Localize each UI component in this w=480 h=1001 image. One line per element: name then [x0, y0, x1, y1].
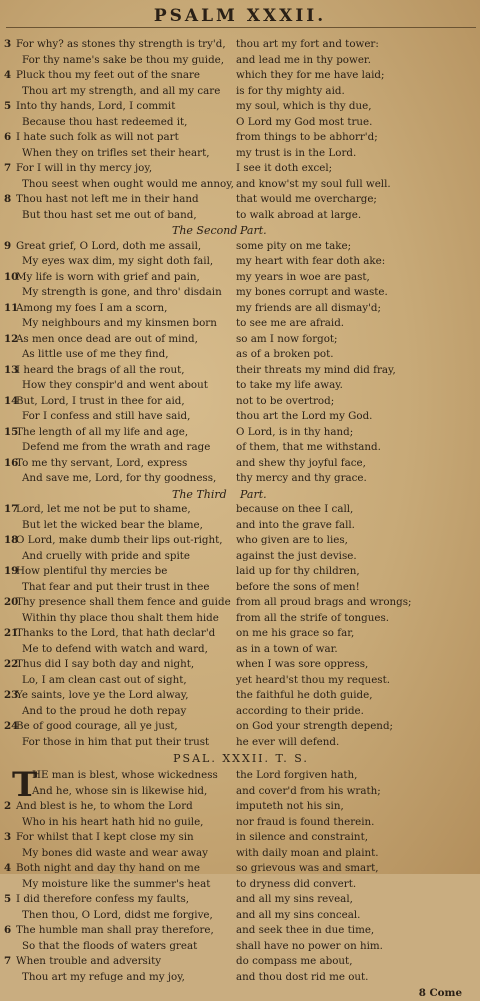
verse-line: [4, 440, 478, 456]
verse-line: [4, 970, 478, 986]
verse-left-text: And save me, Lord, for thy goodness,: [22, 471, 216, 487]
verse-right-text: so am I now forgot;: [236, 332, 338, 348]
verse-left-text: For whilst that I kept close my sin: [16, 830, 194, 846]
verse-right-text: O Lord, is in thy hand;: [236, 425, 353, 441]
verse-line: [4, 192, 478, 208]
verse-line: [4, 939, 478, 955]
verse-line: [4, 688, 478, 704]
verse-line: [4, 502, 478, 518]
verse-left-text: Lord, let me not be put to shame,: [16, 502, 191, 518]
verse-left-text: But thou hast set me out of band,: [22, 208, 197, 224]
verse-number: 2: [4, 799, 18, 815]
verse-right-text: who given are to lies,: [236, 533, 348, 549]
verse-right-text: imputeth not his sin,: [236, 799, 344, 815]
verse-line: [4, 363, 478, 379]
verse-line: [4, 657, 478, 673]
verse-number: 19: [4, 564, 18, 580]
verse-number: 6: [4, 130, 18, 146]
verse-number: 12: [4, 332, 18, 348]
verse-line: [4, 68, 478, 84]
verse-line: [4, 846, 478, 862]
verse-left-text: Then thou, O Lord, didst me forgive,: [22, 908, 213, 924]
verse-right-text: do compass me about,: [236, 954, 352, 970]
verse-right-text: my years in woe are past,: [236, 270, 370, 286]
part-label: The Third: [172, 487, 227, 503]
verse-right-text: to take my life away.: [236, 378, 343, 394]
verse-line: [4, 99, 478, 115]
verse-right-text: according to their pride.: [236, 704, 364, 720]
verse-line: [4, 799, 478, 815]
verse-line: [4, 285, 478, 301]
verse-right-text: is for thy mighty aid.: [236, 84, 345, 100]
verse-right-text: I see it doth excel;: [236, 161, 332, 177]
verse-left-text: Thou hast not left me in their hand: [16, 192, 199, 208]
part-word: Part.: [240, 487, 267, 503]
verse-left-text: Me to defend with watch and ward,: [22, 642, 208, 658]
verse-number: 18: [4, 533, 18, 549]
verse-left-text: Thy presence shall them fence and guide: [16, 595, 231, 611]
verse-left-text: As men once dead are out of mind,: [16, 332, 198, 348]
drop-cap-letter: T: [12, 768, 37, 802]
verse-left-text: My moisture like the summer's heat: [22, 877, 210, 893]
verse-number: 7: [4, 161, 18, 177]
verse-number: 24: [4, 719, 18, 735]
verse-number: 13: [4, 363, 18, 379]
verse-number: 22: [4, 657, 18, 673]
verse-number: 4: [4, 68, 18, 84]
verse-left-text: My bones did waste and wear away: [22, 846, 208, 862]
verse-right-text: their threats my mind did fray,: [236, 363, 396, 379]
verse-left-text: I hate such folk as will not part: [16, 130, 179, 146]
verse-right-text: and shew thy joyful face,: [236, 456, 366, 472]
verse-right-text: on God your strength depend;: [236, 719, 393, 735]
verse-line: [4, 954, 478, 970]
verse-number: 6: [4, 923, 18, 939]
verse-left-text: Thou art my strength, and all my care: [22, 84, 220, 100]
verse-left-text: My life is worn with grief and pain,: [16, 270, 200, 286]
verse-right-text: as in a town of war.: [236, 642, 338, 658]
verse-right-text: with daily moan and plaint.: [236, 846, 379, 862]
verse-left-text: How plentiful thy mercies be: [16, 564, 167, 580]
verse-right-text: and lead me in thy power.: [236, 53, 371, 69]
verse-number: 11: [4, 301, 18, 317]
verse-line: [4, 254, 478, 270]
verse-left-text: But, Lord, I trust in thee for aid,: [16, 394, 185, 410]
verse-right-text: of them, that me withstand.: [236, 440, 381, 456]
verse-line: [4, 37, 478, 53]
verse-right-text: and all my sins conceal.: [236, 908, 360, 924]
verse-right-text: my trust is in the Lord.: [236, 146, 356, 162]
verse-line: [4, 456, 478, 472]
verse-line: [4, 316, 478, 332]
verse-left-text: Among my foes I am a scorn,: [16, 301, 167, 317]
verse-line: [4, 768, 478, 784]
verse-line: [4, 861, 478, 877]
verse-right-text: not to be overtrod;: [236, 394, 334, 410]
verse-left-text: Because thou hast redeemed it,: [22, 115, 187, 131]
verse-left-text: Into thy hands, Lord, I commit: [16, 99, 175, 115]
part-heading: [4, 487, 478, 503]
verse-right-text: the Lord forgiven hath,: [236, 768, 357, 784]
catchword: 8 Come: [419, 986, 462, 1001]
verse-right-text: some pity on me take;: [236, 239, 351, 255]
verse-line: [4, 549, 478, 565]
verse-line: [4, 425, 478, 441]
verse-left-text: And to the proud he doth repay: [22, 704, 186, 720]
verse-line: [4, 735, 478, 751]
verse-left-text: For I confess and still have said,: [22, 409, 190, 425]
verse-right-text: from all proud brags and wrongs;: [236, 595, 412, 611]
part-heading: [4, 223, 478, 239]
part-word: Part.: [240, 223, 267, 239]
verse-line: [4, 130, 478, 146]
verse-left-text: Thou art my refuge and my joy,: [22, 970, 185, 986]
verse-line: [4, 301, 478, 317]
verse-left-text: My eyes wax dim, my sight doth fail,: [22, 254, 213, 270]
part-label: The Second: [172, 223, 237, 239]
verse-line: [4, 673, 478, 689]
verse-left-text: My neighbours and my kinsmen born: [22, 316, 217, 332]
verse-left-text: O Lord, make dumb their lips out-right,: [16, 533, 223, 549]
verse-right-text: and know'st my soul full well.: [236, 177, 391, 193]
psalm-subheading: PSAL. XXXII. T. S.: [4, 750, 478, 768]
verse-left-text: I did therefore confess my faults,: [16, 892, 189, 908]
verse-line: [4, 270, 478, 286]
verse-number: 7: [4, 954, 18, 970]
verse-left-text: Be of good courage, all ye just,: [16, 719, 178, 735]
verse-line: [4, 378, 478, 394]
verse-number: 23: [4, 688, 18, 704]
verse-line: [4, 161, 478, 177]
verse-right-text: so grievous was and smart,: [236, 861, 379, 877]
verse-left-text: Pluck thou my feet out of the snare: [16, 68, 200, 84]
verse-right-text: to dryness did convert.: [236, 877, 356, 893]
verse-number: 3: [4, 37, 18, 53]
verse-line: [4, 239, 478, 255]
verse-right-text: from things to be abhorr'd;: [236, 130, 378, 146]
verse-left-text: For I will in thy mercy joy,: [16, 161, 152, 177]
verse-left-text: And blest is he, to whom the Lord: [16, 799, 193, 815]
verse-left-text: So that the floods of waters great: [22, 939, 197, 955]
verse-line: [4, 719, 478, 735]
verse-right-text: my friends are all dismay'd;: [236, 301, 381, 317]
verse-left-text: To me thy servant, Lord, express: [16, 456, 187, 472]
verse-right-text: yet heard'st thou my request.: [236, 673, 390, 689]
verse-number: 9: [4, 239, 18, 255]
verse-line: [4, 564, 478, 580]
verse-line: [4, 815, 478, 831]
verse-right-text: thou art the Lord my God.: [236, 409, 372, 425]
verse-left-text: When trouble and adversity: [16, 954, 161, 970]
verse-number: 16: [4, 456, 18, 472]
verse-right-text: to see me are afraid.: [236, 316, 344, 332]
verse-line: [4, 53, 478, 69]
verse-line: [4, 409, 478, 425]
verse-line: [4, 84, 478, 100]
verse-left-text: I heard the brags of all the rout,: [16, 363, 185, 379]
verse-line: [4, 908, 478, 924]
verse-left-text: My strength is gone, and thro' disdain: [22, 285, 222, 301]
verse-line: [4, 830, 478, 846]
verse-right-text: he ever will defend.: [236, 735, 339, 751]
verse-number: 3: [4, 830, 18, 846]
verse-left-text: Within thy place thou shalt them hide: [22, 611, 219, 627]
header-rule: [6, 27, 476, 28]
verse-left-text: Great grief, O Lord, doth me assail,: [16, 239, 201, 255]
verse-left-text: For those in him that put their trust: [22, 735, 209, 751]
verse-right-text: thou art my fort and tower:: [236, 37, 379, 53]
verse-right-text: and cover'd from his wrath;: [236, 784, 381, 800]
verse-line: [4, 347, 478, 363]
verse-left-text: And cruelly with pride and spite: [22, 549, 190, 565]
verse-left-text: Thanks to the Lord, that hath declar'd: [16, 626, 215, 642]
verse-right-text: and into the grave fall.: [236, 518, 355, 534]
verse-right-text: my heart with fear doth ake:: [236, 254, 385, 270]
verse-line: [4, 208, 478, 224]
verse-number: 14: [4, 394, 18, 410]
verse-right-text: in silence and constraint,: [236, 830, 368, 846]
verse-line: [4, 784, 478, 800]
verse-number: 20: [4, 595, 18, 611]
verse-right-text: O Lord my God most true.: [236, 115, 372, 131]
verse-line: [4, 704, 478, 720]
verse-number: 15: [4, 425, 18, 441]
verse-number: 10: [4, 270, 18, 286]
verse-line: [4, 332, 478, 348]
verse-left-text: And he, whose sin is likewise hid,: [32, 784, 207, 800]
verse-right-text: and seek thee in due time,: [236, 923, 374, 939]
verse-right-text: the faithful he doth guide,: [236, 688, 372, 704]
verse-line: [4, 611, 478, 627]
verse-right-text: that would me overcharge;: [236, 192, 377, 208]
verse-block: [4, 37, 478, 985]
verse-number: 21: [4, 626, 18, 642]
verse-right-text: and all my sins reveal,: [236, 892, 353, 908]
verse-right-text: because on thee I call,: [236, 502, 353, 518]
verse-number: 4: [4, 861, 18, 877]
verse-left-text: That fear and put their trust in thee: [22, 580, 209, 596]
verse-left-text: Lo, I am clean cast out of sight,: [22, 673, 187, 689]
verse-right-text: nor fraud is found therein.: [236, 815, 374, 831]
verse-line: [4, 642, 478, 658]
verse-left-text: For thy name's sake be thou my guide,: [22, 53, 224, 69]
verse-right-text: and thou dost rid me out.: [236, 970, 368, 986]
verse-number: 8: [4, 192, 18, 208]
verse-line: [4, 626, 478, 642]
verse-left-text: Thus did I say both day and night,: [16, 657, 194, 673]
verse-line: [4, 146, 478, 162]
verse-left-text: The humble man shall pray therefore,: [16, 923, 214, 939]
verse-line: [4, 533, 478, 549]
verse-right-text: when I was sore oppress,: [236, 657, 368, 673]
verse-left-text: For why? as stones thy strength is try'd,: [16, 37, 226, 53]
verse-left-text: How they conspir'd and went about: [22, 378, 208, 394]
verse-line: [4, 595, 478, 611]
verse-left-text: Ye saints, love ye the Lord alway,: [16, 688, 189, 704]
verse-left-text: But let the wicked bear the blame,: [22, 518, 203, 534]
verse-right-text: against the just devise.: [236, 549, 357, 565]
verse-left-text: As little use of me they find,: [22, 347, 169, 363]
verse-right-text: to walk abroad at large.: [236, 208, 361, 224]
verse-line: [4, 177, 478, 193]
verse-line: [4, 471, 478, 487]
verse-right-text: as of a broken pot.: [236, 347, 334, 363]
verse-right-text: laid up for thy children,: [236, 564, 360, 580]
verse-number: 5: [4, 892, 18, 908]
verse-left-text: When they on trifles set their heart,: [22, 146, 209, 162]
verse-number: 17: [4, 502, 18, 518]
verse-left-text: Defend me from the wrath and rage: [22, 440, 210, 456]
verse-left-text: The length of all my life and age,: [16, 425, 188, 441]
verse-right-text: which they for me have laid;: [236, 68, 384, 84]
verse-right-text: on me his grace so far,: [236, 626, 354, 642]
verse-left-text: Who in his heart hath hid no guile,: [22, 815, 203, 831]
verse-line: [4, 518, 478, 534]
verse-line: [4, 892, 478, 908]
verse-line: [4, 923, 478, 939]
verse-line: [4, 115, 478, 131]
verse-left-text: Both night and day thy hand on me: [16, 861, 200, 877]
verse-number: 5: [4, 99, 18, 115]
verse-left-text: Thou seest when ought would me annoy,: [22, 177, 234, 193]
page-title: PSALM XXXII.: [0, 6, 480, 26]
verse-right-text: my bones corrupt and waste.: [236, 285, 388, 301]
verse-line: [4, 580, 478, 596]
verse-line: [4, 394, 478, 410]
verse-right-text: shall have no power on him.: [236, 939, 383, 955]
verse-line: [4, 877, 478, 893]
verse-right-text: my soul, which is thy due,: [236, 99, 372, 115]
verse-left-text: HE man is blest, whose wickedness: [32, 768, 218, 784]
verse-right-text: thy mercy and thy grace.: [236, 471, 367, 487]
verse-right-text: before the sons of men!: [236, 580, 360, 596]
verse-right-text: from all the strife of tongues.: [236, 611, 389, 627]
